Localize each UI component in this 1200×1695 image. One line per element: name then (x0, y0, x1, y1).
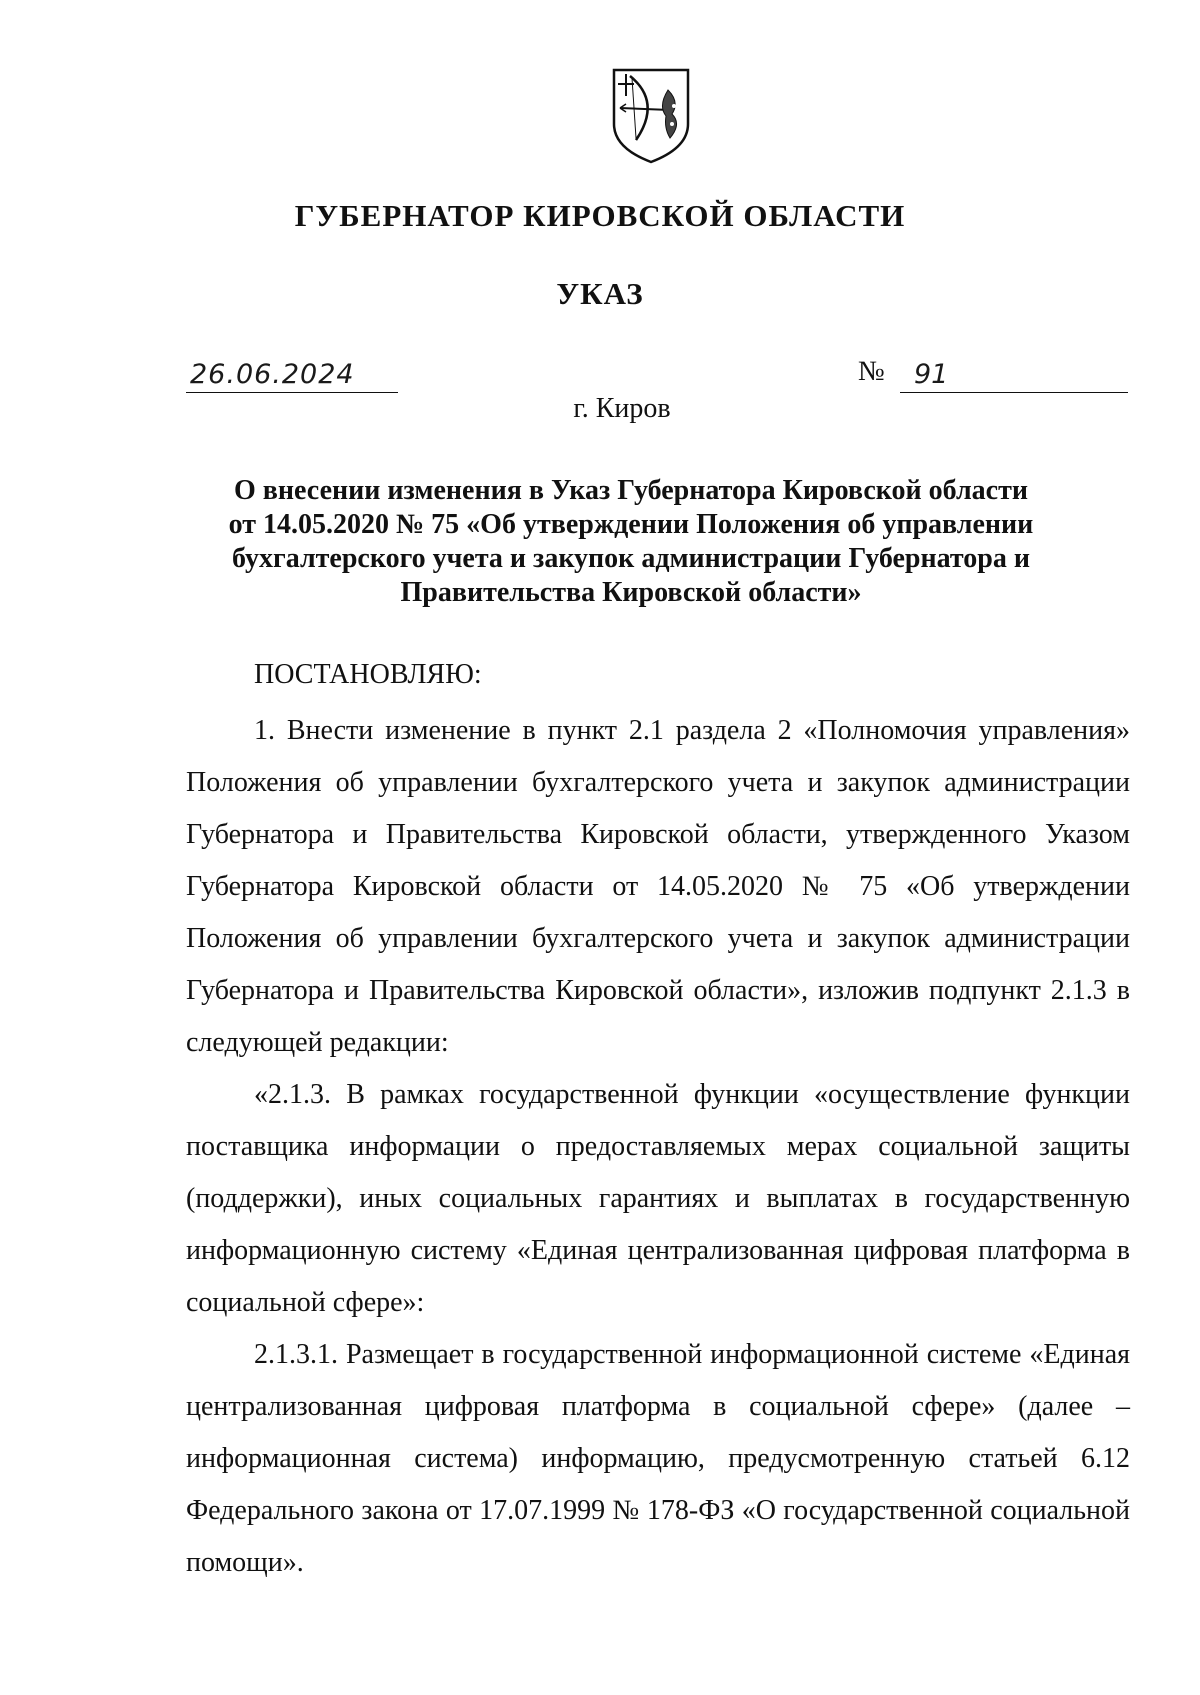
number-field (900, 352, 1128, 393)
number-label: № (858, 356, 885, 387)
document-type-heading: УКАЗ (556, 276, 644, 311)
title-line: О внесении изменения в Указ Губернатора Кировской области (234, 475, 1028, 506)
decree-word: ПОСТАНОВЛЯЮ: (254, 659, 482, 690)
document-title (190, 474, 1072, 610)
title-line: Правительства Кировской области» (400, 577, 862, 608)
handwritten-date: 26.06.2024 (190, 359, 355, 390)
city-line: г. Киров (573, 393, 671, 424)
coat-of-arms-icon (610, 66, 692, 166)
document-body (186, 654, 1130, 1589)
title-line: бухгалтерского учета и закупок администрации Губернатора и (232, 543, 1030, 574)
title-line: от 14.05.2020 № 75 «Об утверждении Положения об управлении (228, 509, 1034, 540)
authority-heading: ГУБЕРНАТОР КИРОВСКОЙ ОБЛАСТИ (294, 198, 906, 233)
paragraph-2: «2.1.3. В рамках государственной функции «осуществление функции поставщика информации о предоставляемых мерах социальной защиты (поддержки), иных социальных гарантиях и выплатах в государственную информационную систему «Единая централизованная цифровая платформа в социальной сфере»: (186, 1079, 1130, 1318)
date-field (186, 352, 398, 393)
paragraph-1: 1. Внести изменение в пункт 2.1 раздела 2 «Полномочия управления» Положения об управлении бухгалтерского учета и закупок администрации Губернатора и Правительства Кировской области, утвержденного Указом Губернатора Кировской области от 14.05.2020 № 75 «Об утверждении Положения об управлении бухгалтерского учета и закупок администрации Губернатора и Правительства Кировской области», изложив подпункт 2.1.3 в следующей редакции: (186, 715, 1130, 1058)
handwritten-number: 91 (914, 359, 949, 390)
paragraph-3: 2.1.3.1. Размещает в государственной информационной системе «Единая централизованная цифровая платформа в социальной сфере» (далее – информационная система) информацию, предусмотренную статьей 6.12 Федерального закона от 17.07.1999 № 178-ФЗ «О государственной социальной помощи». (186, 1339, 1130, 1578)
